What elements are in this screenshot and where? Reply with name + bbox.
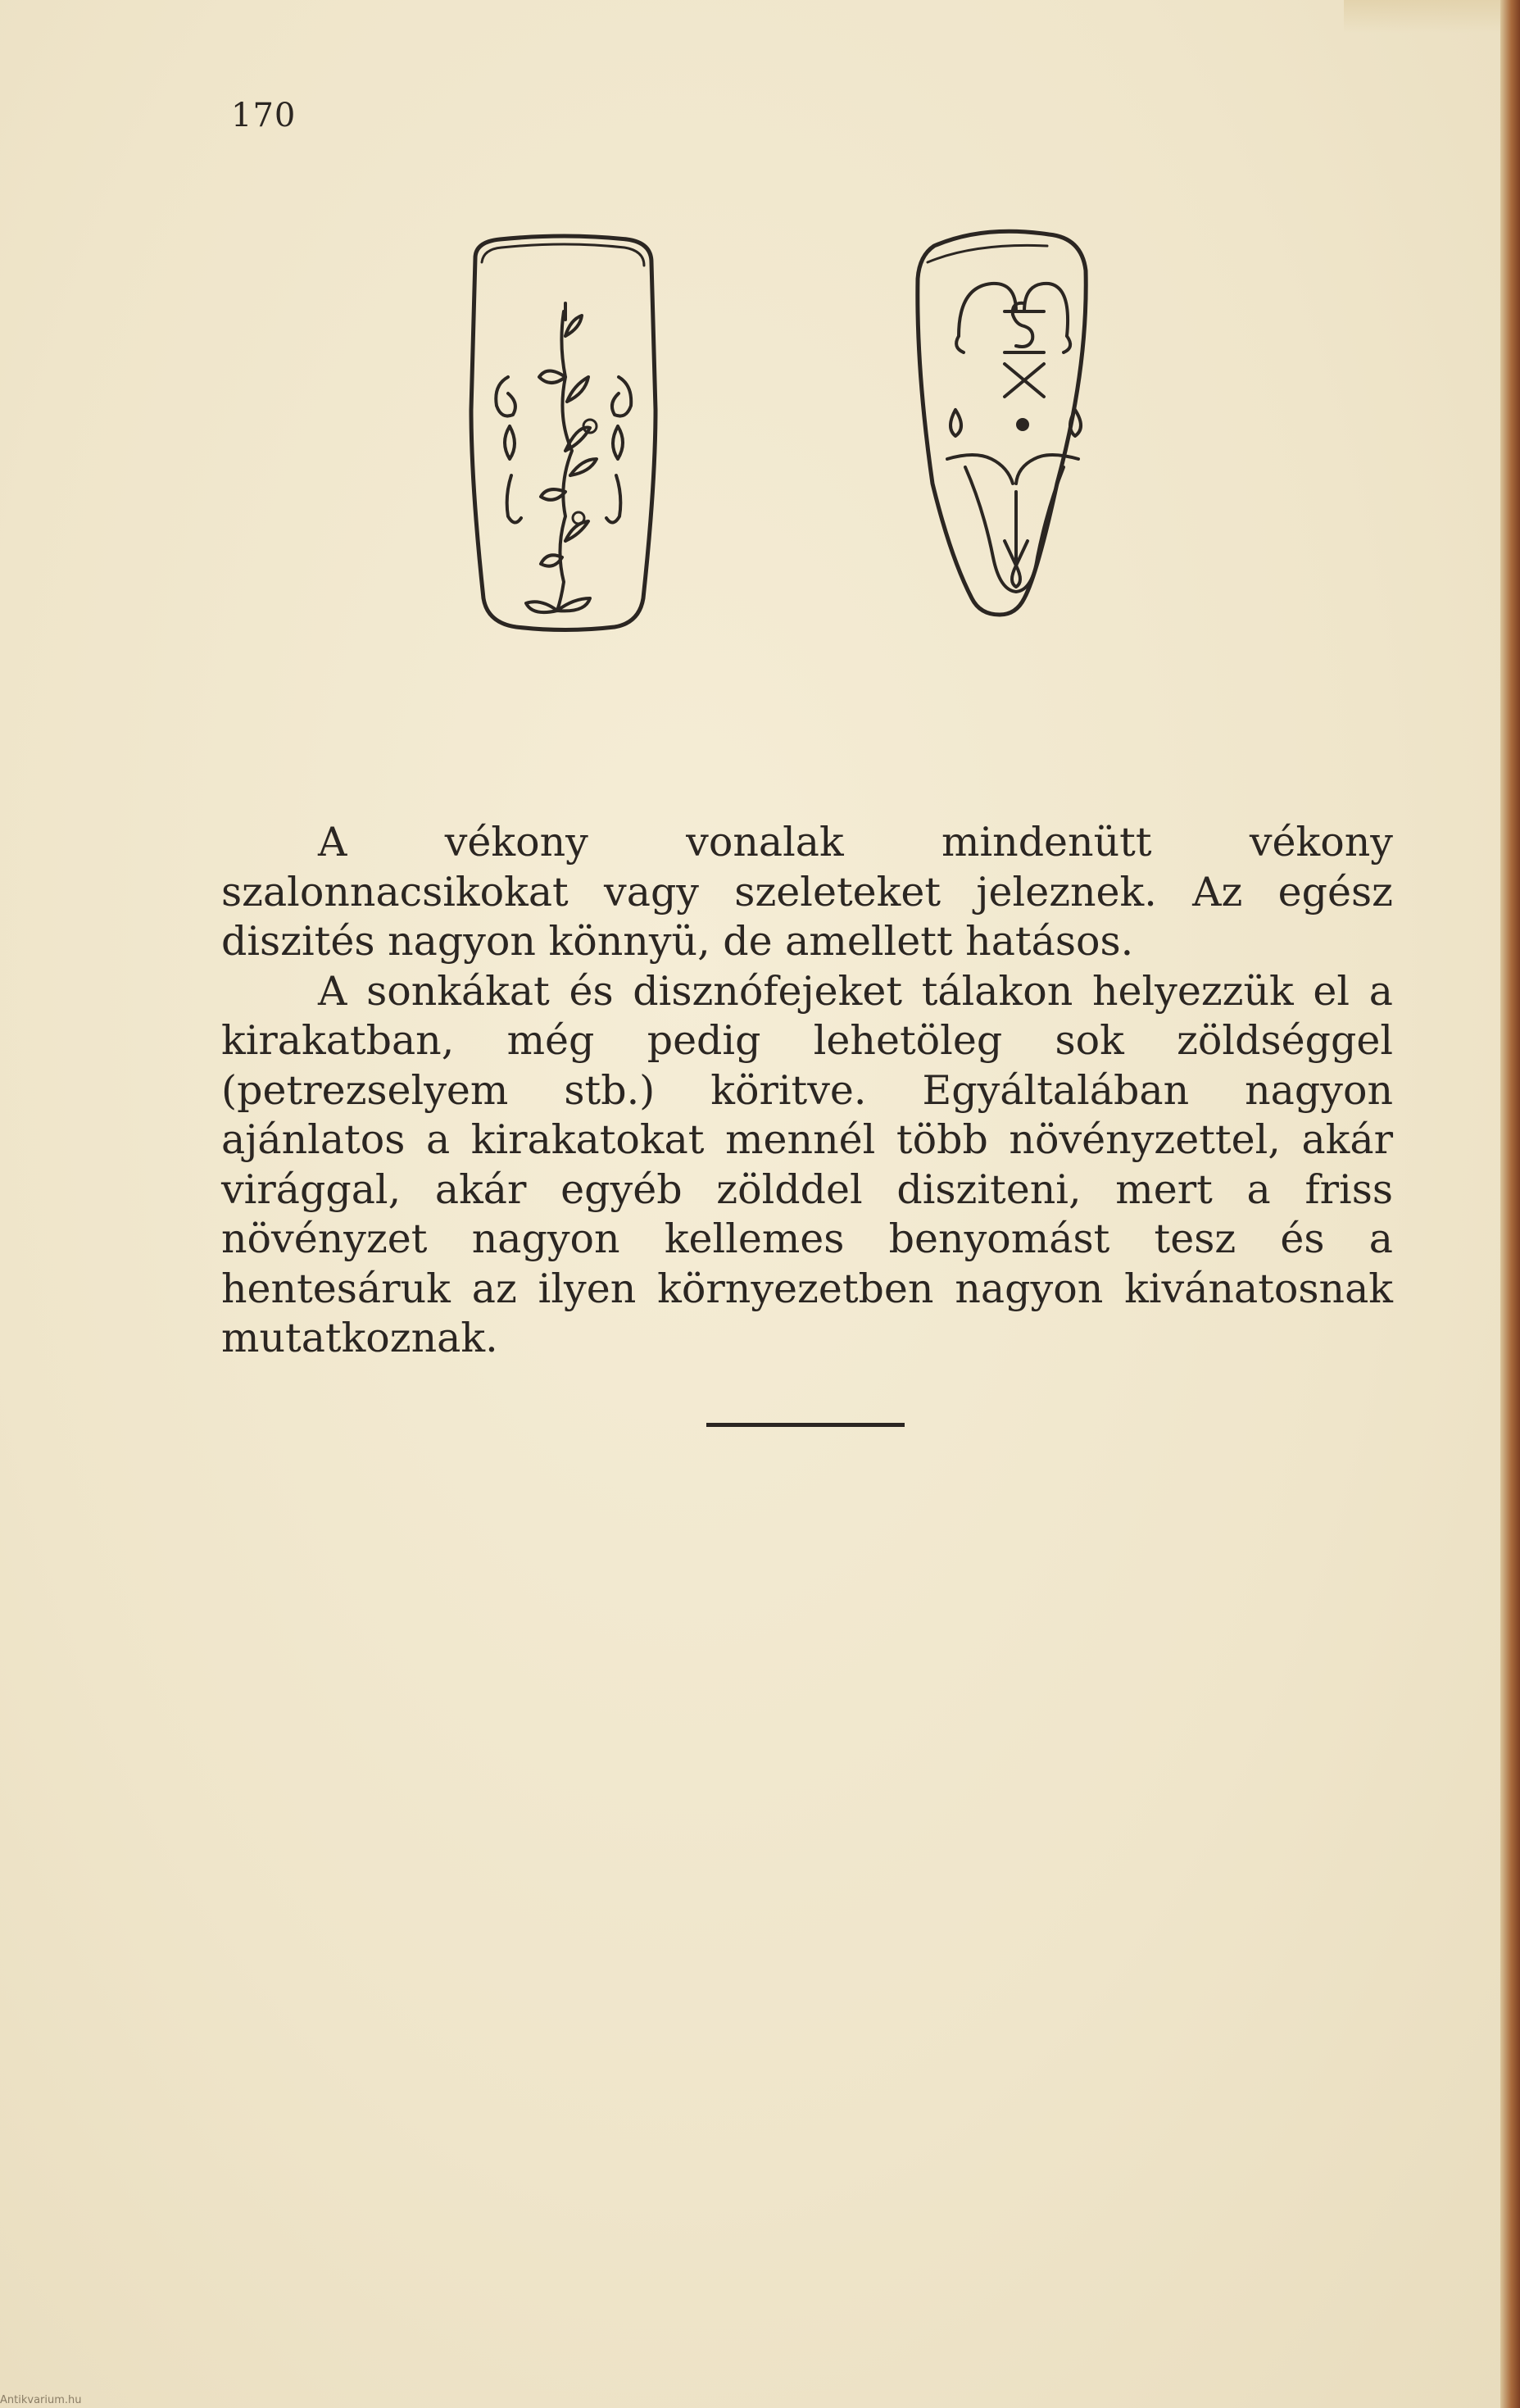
section-end-rule: [706, 1423, 905, 1427]
body-text: [221, 818, 1393, 1364]
vine-ornament-plate: [471, 236, 656, 630]
book-binding-edge: [1500, 0, 1520, 2408]
watermark: Antikvarium.hu: [0, 2394, 82, 2406]
ornament-illustration: [451, 213, 1172, 754]
page-top-shadow: [1344, 0, 1520, 33]
page-number: 170: [231, 97, 297, 134]
paragraph-1: A vékony vonalak mindenütt vékony szalonnacsikokat vagy szeleteket jeleznek. Az egész diszités nagyon könnyü, de amellett hatásos.: [221, 819, 1393, 965]
paragraph-2: A sonkákat és disznófejeket tálakon helyezzük el a kirakatban, még pedig lehetöleg sok zöldséggel (petrezselyem stb.) köritve. Egyáltalában nagyon ajánlatos a kirakatokat mennél több növényzettel, akár virággal, akár egyéb zölddel disziteni, mert a friss növényzet nagyon kellemes benyomást tesz és a hentesáruk az ilyen környezetben nagyon kivánatosnak mutatkoznak.: [221, 967, 1393, 1361]
monogram-ornament-plate: [918, 231, 1086, 615]
